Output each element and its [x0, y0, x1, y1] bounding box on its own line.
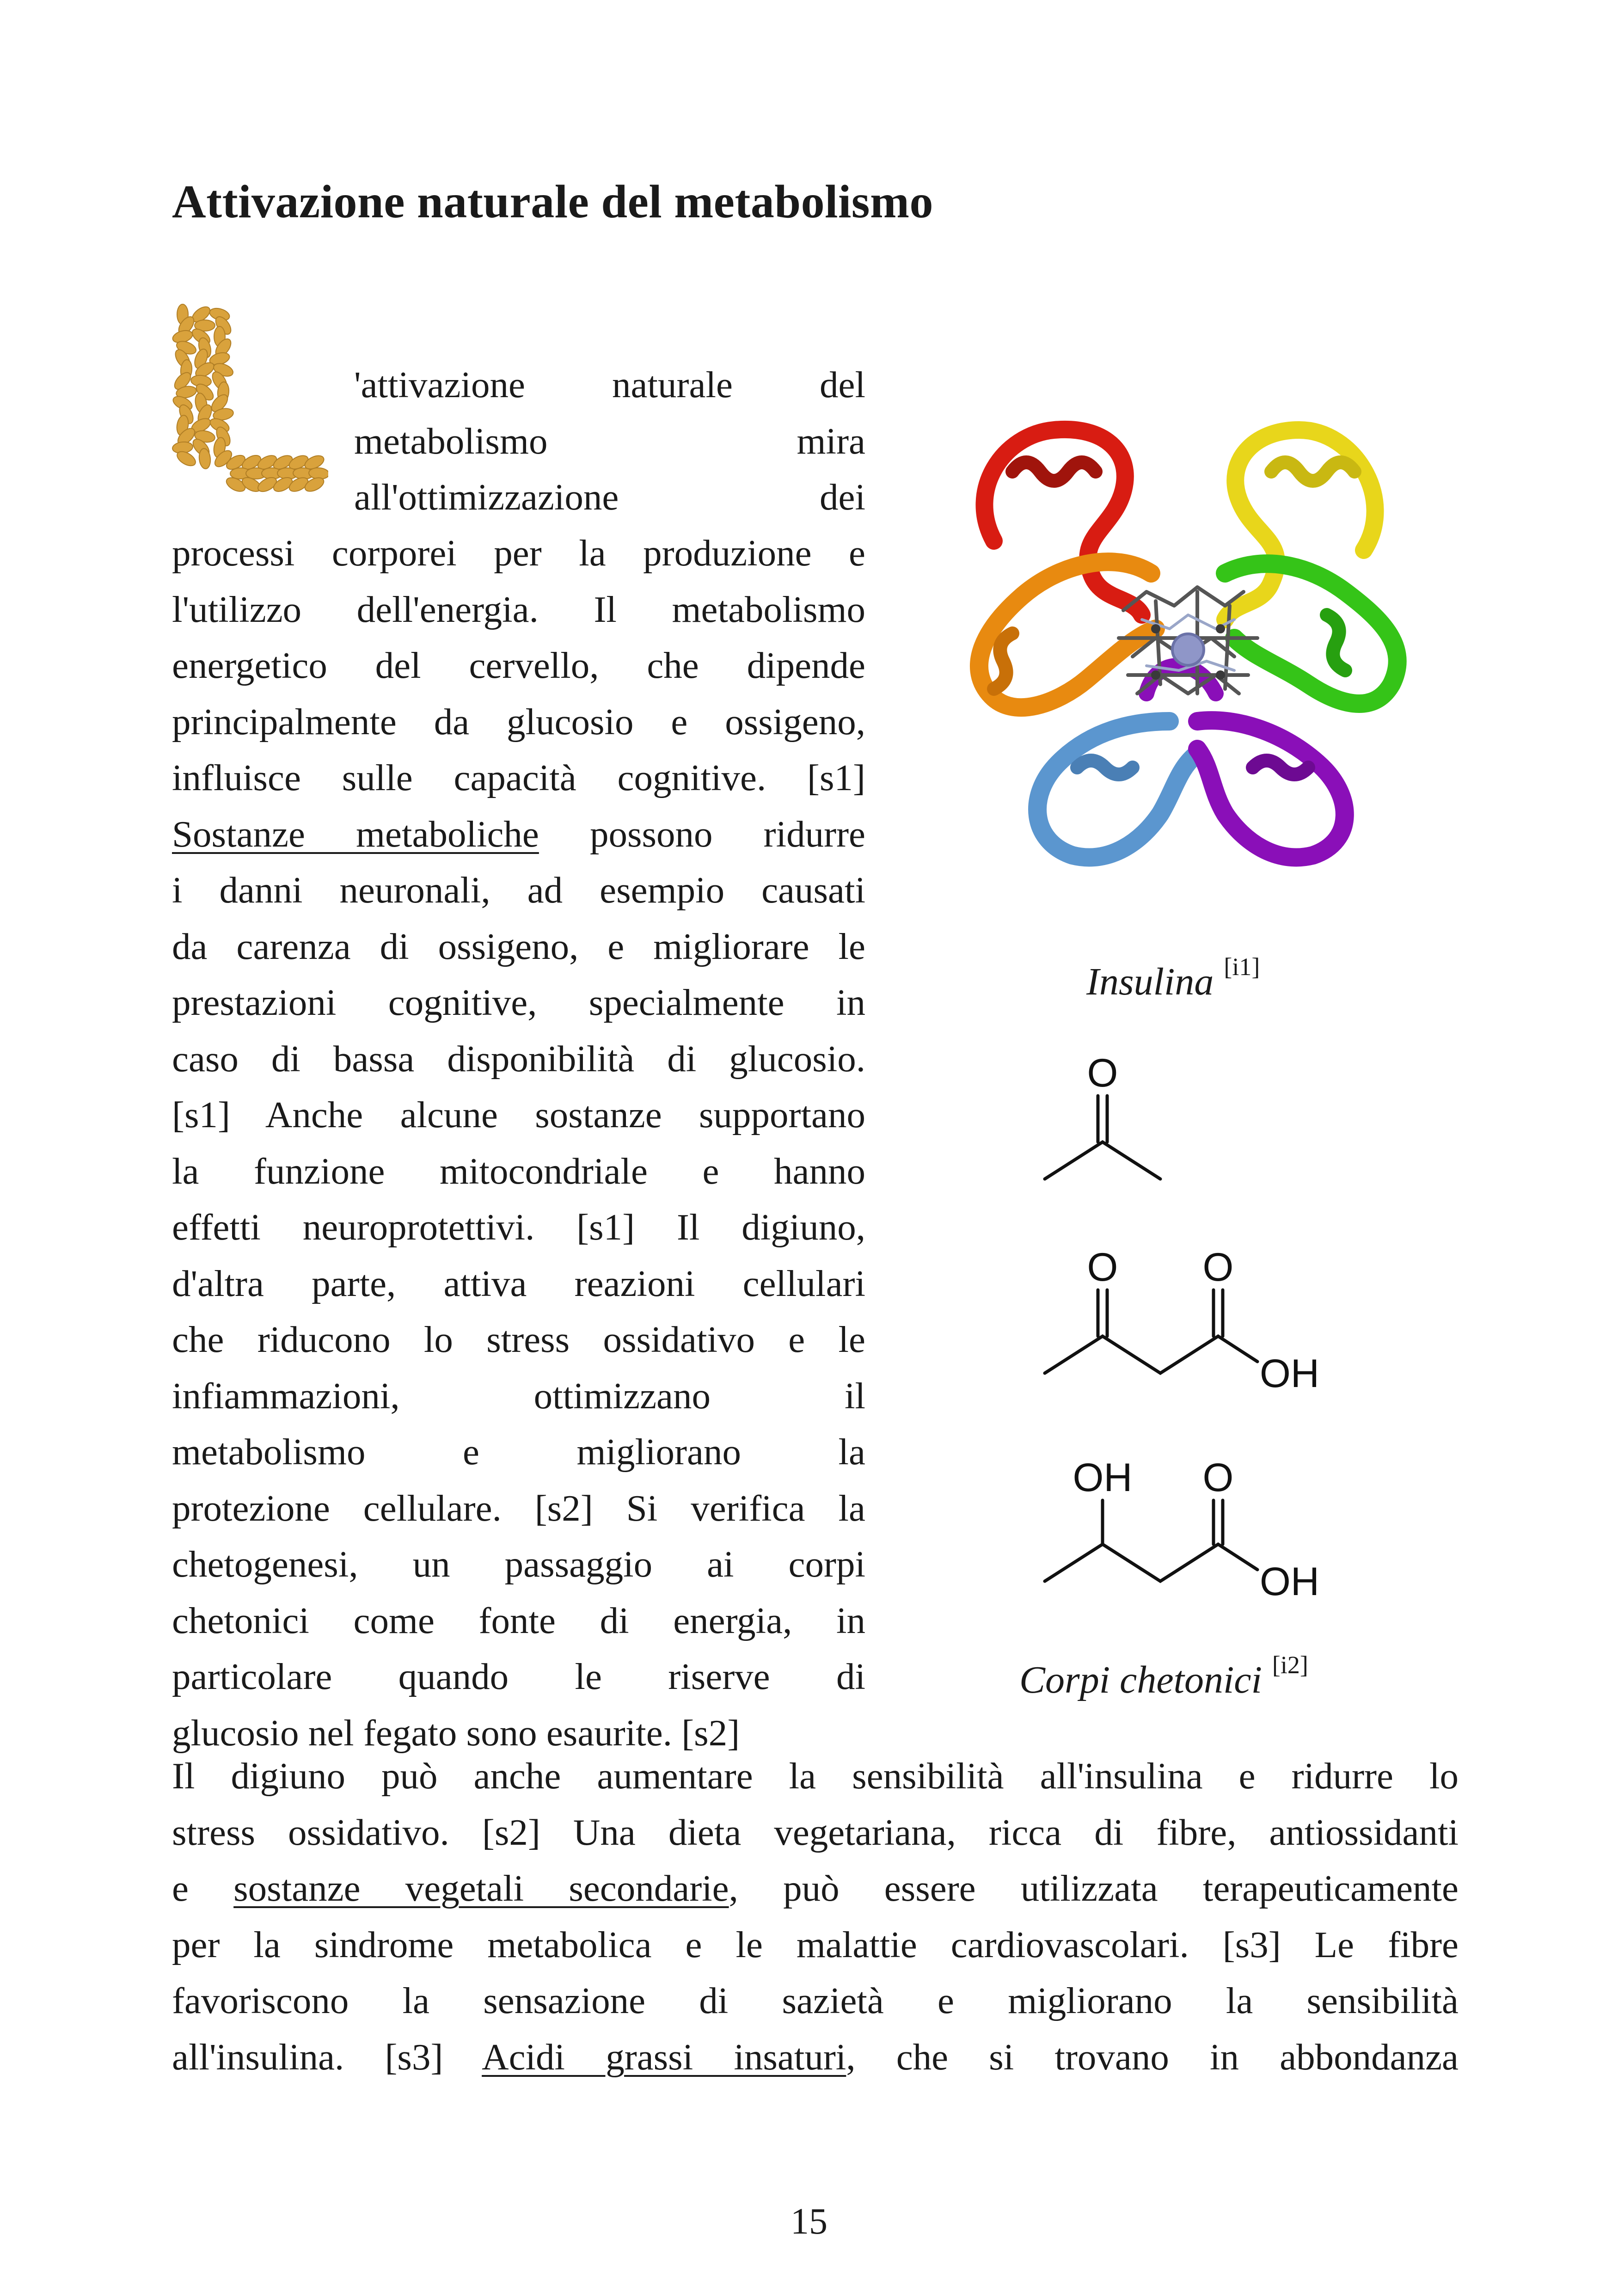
ribbon-purple [1197, 720, 1345, 857]
text-line: protezione cellulare. [s2] Si verifica la [172, 1487, 865, 1529]
text-line: per la sindrome metabolica e le malattie cardiovascolari. [s3] Le fibre [172, 1923, 1459, 1965]
text-line [172, 806, 865, 863]
insulin-reference: [i1] [1224, 953, 1260, 981]
text-line: chetogenesi, un passaggio ai corpi [172, 1543, 865, 1585]
underlined-term: Sostanze metaboliche [172, 813, 539, 855]
text-line: l'utilizzo dell'energia. Il metabolismo [172, 588, 865, 630]
acetoacetate-ketone-oxygen-label: O [1087, 1245, 1118, 1289]
hydroxybutyrate-acid-hydroxyl-label: OH [1260, 1559, 1319, 1604]
text-line: che riducono lo stress ossidativo e le [172, 1319, 865, 1360]
text-line: chetonici come fonte di energia, in [172, 1599, 865, 1641]
text-line: da carenza di ossigeno, e migliorare le [172, 925, 865, 967]
ketone-bodies-structures [1017, 1050, 1359, 1627]
intro-paragraph-lines [354, 357, 865, 526]
ketone-bodies-caption [1019, 1651, 1308, 1702]
text-line: effetti neuroprotettivi. [s1] Il digiuno, [172, 1206, 865, 1248]
ribbon-green [1225, 564, 1397, 704]
page-title: Attivazione naturale del metabolismo [172, 176, 933, 228]
text-line: prestazioni cognitive, specialmente in [172, 982, 865, 1023]
text-line: metabolismo mira [354, 420, 865, 462]
underlined-term: sostanze vegetali secondarie [233, 1867, 729, 1909]
text-segment: possono ridurre [539, 813, 865, 855]
text-line: Il digiuno può anche aumentare la sensibilità all'insulina e ridurre lo [172, 1755, 1459, 1797]
insulin-caption [1086, 952, 1260, 1004]
text-line: particolare quando le riserve di [172, 1656, 865, 1697]
text-line: stress ossidativo. [s2] Una dieta vegetariana, ricca di fibre, antiossidanti [172, 1811, 1459, 1853]
insulin-caption-text: Insulina [1086, 960, 1214, 1003]
text-line: energetico del cervello, che dipende [172, 645, 865, 686]
text-line: 'attivazione naturale del [354, 364, 865, 405]
text-line: processi corporei per la produzione e [172, 532, 865, 574]
text-line [172, 1860, 1459, 1917]
ketone-caption-text: Corpi chetonici [1019, 1658, 1262, 1701]
main-paragraph-narrow [172, 525, 865, 1761]
text-line: principalmente da glucosio e ossigeno, [172, 700, 865, 743]
text-line [172, 2029, 1459, 2086]
text-line: metabolismo e migliorano la [172, 1431, 865, 1473]
insulin-molecule-illustration [938, 398, 1442, 897]
text-line: [s1] Anche alcune sostanze supportano [172, 1094, 865, 1136]
text-line: d'altra parte, attiva reazioni cellulari [172, 1262, 865, 1304]
text-line: glucosio nel fegato sono esaurite. [s2] [172, 1712, 740, 1754]
acetoacetate-hydroxyl-label: OH [1260, 1351, 1319, 1396]
ribbon-red [984, 430, 1142, 615]
main-paragraph-wide [172, 1748, 1459, 2085]
text-segment: e [172, 1867, 234, 1909]
hydroxybutyrate-hydroxyl-label: OH [1073, 1455, 1133, 1500]
acetone-oxygen-label: O [1087, 1051, 1118, 1095]
acetoacetate-acid-oxygen-label: O [1202, 1245, 1234, 1289]
text-line: caso di bassa disponibilità di glucosio. [172, 1037, 865, 1080]
text-line: i danni neuronali, ad esempio causati [172, 869, 865, 911]
zinc-atom [1172, 634, 1204, 665]
hydroxybutyrate-acid-oxygen-label: O [1202, 1455, 1234, 1500]
text-segment: , può essere utilizzata terapeuticamente [729, 1867, 1459, 1909]
text-segment: all'insulina. [s3] [172, 2036, 482, 2078]
ketone-reference: [i2] [1272, 1651, 1308, 1679]
text-line: influisce sulle capacità cognitive. [s1] [172, 757, 865, 798]
underlined-term: Acidi grassi insaturi [482, 2036, 846, 2078]
text-line: favoriscono la sensazione di sazietà e migliorano la sensibilità [172, 1980, 1459, 2021]
text-line: infiammazioni, ottimizzano il [172, 1375, 865, 1417]
text-segment: , che si trovano in abbondanza [846, 2036, 1459, 2078]
ribbon-blue [1037, 721, 1197, 857]
text-line: all'ottimizzazione dei [354, 476, 865, 518]
text-line: la funzione mitocondriale e hanno [172, 1150, 865, 1192]
page-number: 15 [791, 2201, 827, 2242]
drop-cap-grain-letter [166, 301, 328, 509]
